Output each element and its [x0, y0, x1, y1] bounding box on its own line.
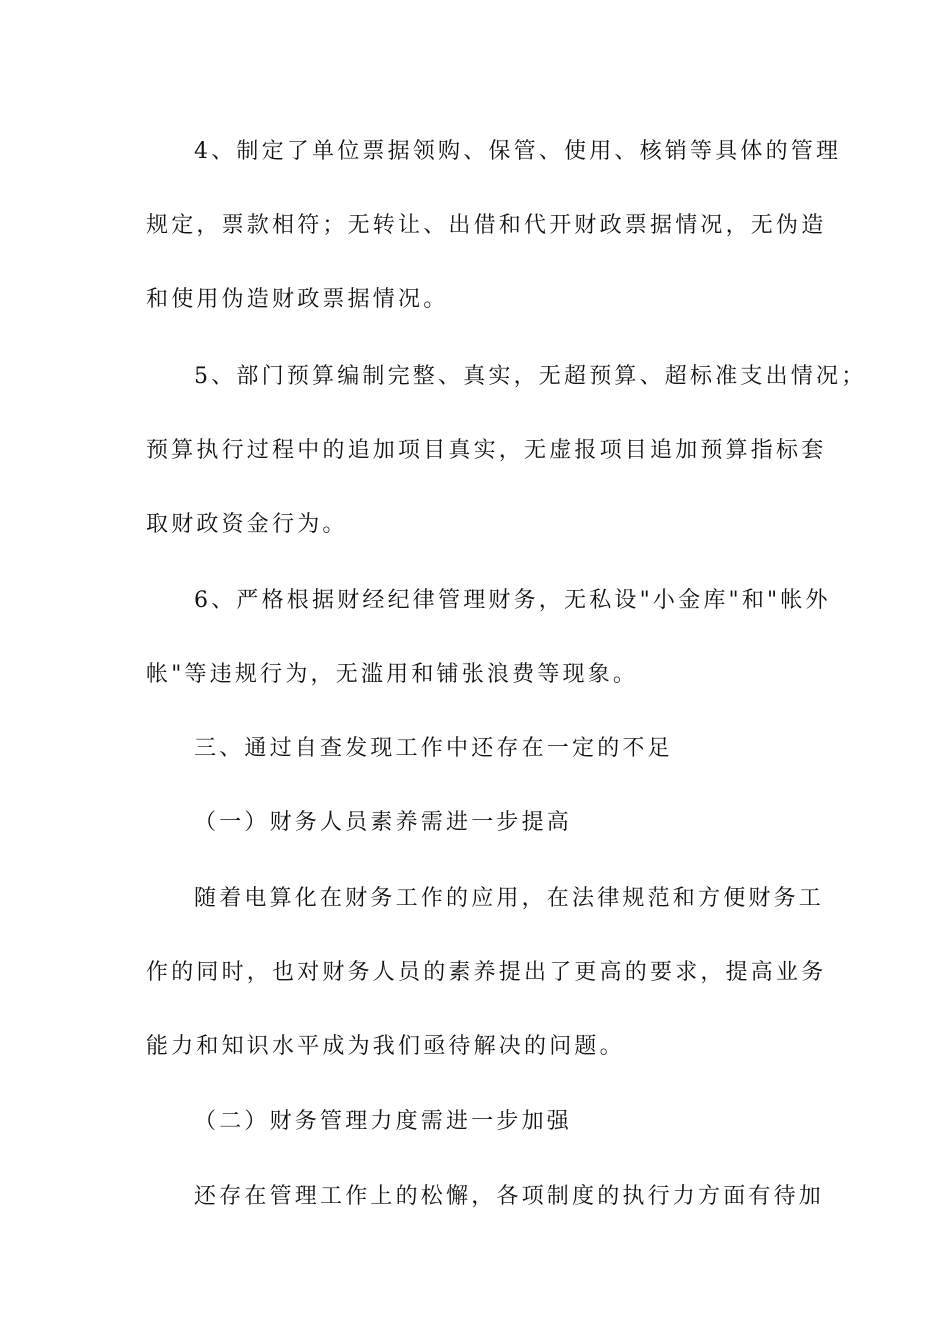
para-accounting-line-2: 作的同时，也对财务人员的素养提出了更高的要求，提高业务	[146, 960, 827, 985]
para-5-line-1: 5、部门预算编制完整、真实，无超预算、超标准支出情况；	[194, 364, 867, 389]
para-management-line-1: 还存在管理工作上的松懈，各项制度的执行力方面有待加	[194, 1184, 825, 1209]
section-heading-3: 三、通过自查发现工作中还存在一定的不足	[194, 736, 673, 761]
para-6-line-1: 6、严格根据财经纪律管理财务，无私设"小金库"和"帐外	[194, 588, 831, 613]
subheading-2: （二）财务管理力度需进一步加强	[194, 1109, 573, 1134]
para-4-line-1: 4、制定了单位票据领购、保管、使用、核销等具体的管理	[194, 139, 842, 164]
para-accounting-line-3: 能力和知识水平成为我们亟待解决的问题。	[146, 1034, 625, 1059]
para-accounting-line-1: 随着电算化在财务工作的应用，在法律规范和方便财务工	[194, 886, 825, 911]
subheading-1: （一）财务人员素养需进一步提高	[194, 810, 573, 835]
para-4-line-2: 规定，票款相符；无转让、出借和代开财政票据情况，无伪造	[146, 213, 827, 238]
para-5-line-2: 预算执行过程中的追加项目真实，无虚报项目追加预算指标套	[146, 438, 827, 463]
para-5-line-3: 取财政资金行为。	[146, 512, 348, 537]
para-4-line-3: 和使用伪造财政票据情况。	[146, 287, 449, 312]
para-6-line-2: 帐"等违规行为，无滥用和铺张浪费等现象。	[146, 662, 639, 687]
